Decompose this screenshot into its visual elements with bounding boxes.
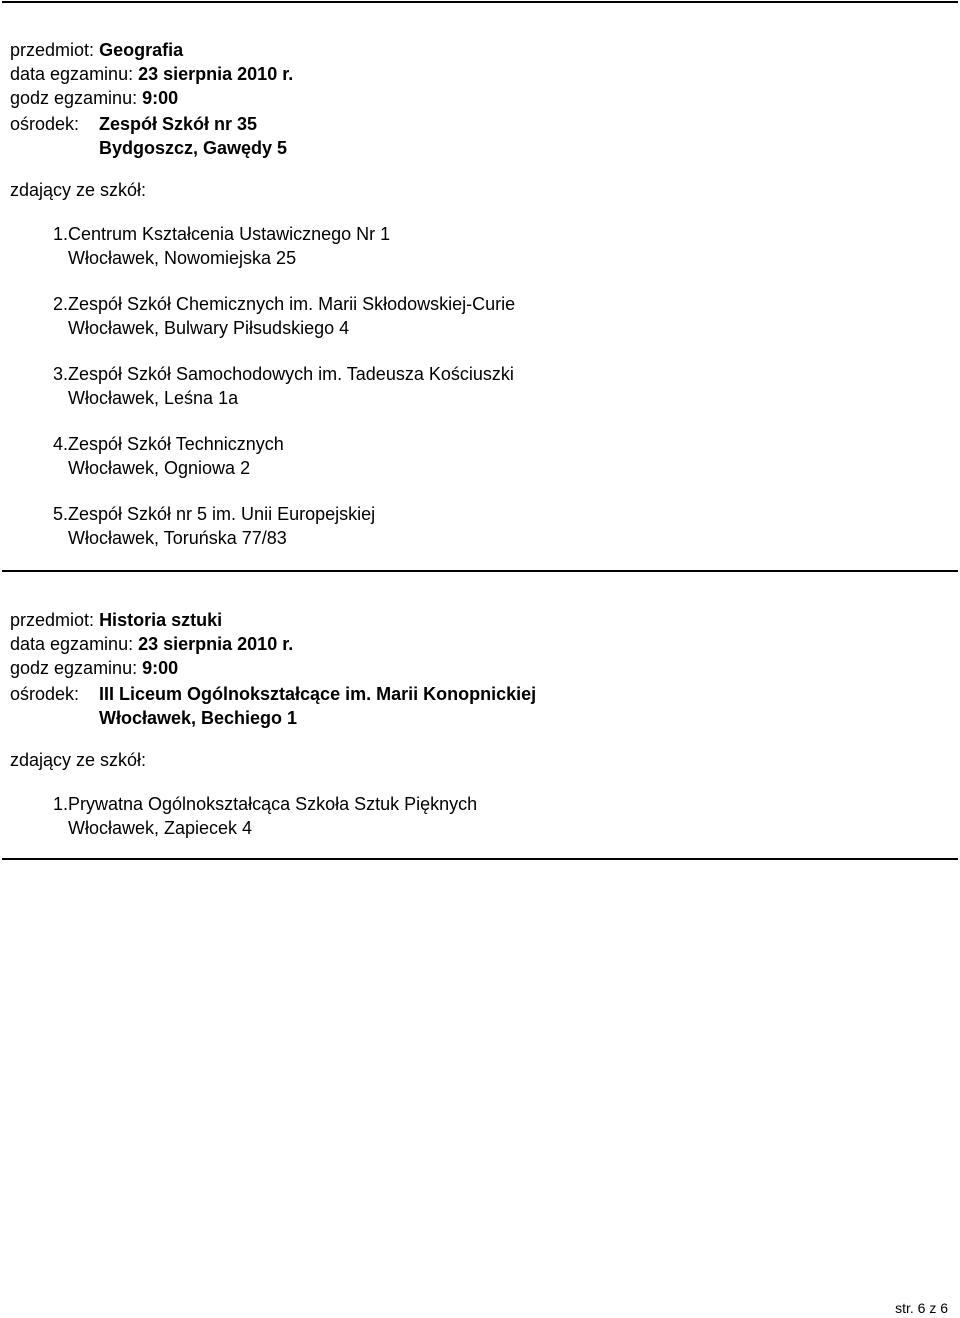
school-number: 1. bbox=[52, 224, 68, 244]
exam-center bbox=[10, 682, 950, 730]
subject-value: Geografia bbox=[99, 40, 184, 60]
school-number: 1. bbox=[52, 794, 68, 814]
exam-center-label: ośrodek: bbox=[10, 684, 80, 704]
exam-section-geografia bbox=[10, 38, 950, 572]
schools-heading: zdający ze szkół: bbox=[10, 180, 147, 200]
exam-date-label: data egzaminu: bbox=[10, 64, 134, 84]
page-number: str. 6 z 6 bbox=[895, 1300, 948, 1316]
school-name: Zespół Szkół Chemicznych im. Marii Skłodowskiej-Curie bbox=[68, 294, 516, 314]
school-number: 4. bbox=[52, 434, 68, 454]
school-address: Włocławek, Zapiecek 4 bbox=[68, 818, 253, 838]
school-address: Włocławek, Ogniowa 2 bbox=[68, 458, 251, 478]
list-item bbox=[10, 432, 950, 480]
school-name: Prywatna Ogólnokształcąca Szkoła Sztuk Pięknych bbox=[68, 794, 478, 814]
subject-value: Historia sztuki bbox=[99, 610, 223, 630]
school-name: Zespół Szkół nr 5 im. Unii Europejskiej bbox=[68, 504, 376, 524]
list-item bbox=[10, 362, 950, 410]
list-item bbox=[10, 792, 950, 840]
list-item bbox=[10, 502, 950, 550]
exam-section-historia-sztuki bbox=[10, 608, 950, 840]
exam-date-line bbox=[10, 632, 950, 656]
exam-date-value: 23 sierpnia 2010 r. bbox=[138, 64, 294, 84]
school-name: Zespół Szkół Samochodowych im. Tadeusza Kościuszki bbox=[68, 364, 514, 384]
schools-list bbox=[10, 222, 950, 550]
school-name: Zespół Szkół Technicznych bbox=[68, 434, 284, 454]
school-address: Włocławek, Bulwary Piłsudskiego 4 bbox=[68, 318, 350, 338]
section-divider bbox=[2, 570, 958, 572]
exam-center-value bbox=[99, 112, 287, 160]
exam-center-name: Zespół Szkół nr 35 bbox=[99, 114, 258, 134]
subject-label: przedmiot: bbox=[10, 610, 95, 630]
top-divider bbox=[2, 1, 958, 3]
exam-date-line bbox=[10, 62, 950, 86]
exam-date-value: 23 sierpnia 2010 r. bbox=[138, 634, 294, 654]
exam-date-label: data egzaminu: bbox=[10, 634, 134, 654]
exam-center bbox=[10, 112, 950, 160]
school-number: 2. bbox=[52, 294, 68, 314]
exam-time-label: godz egzaminu: bbox=[10, 658, 138, 678]
school-address: Włocławek, Toruńska 77/83 bbox=[68, 528, 287, 548]
exam-center-value bbox=[99, 682, 536, 730]
school-address: Włocławek, Nowomiejska 25 bbox=[68, 248, 297, 268]
exam-center-name: III Liceum Ogólnokształcące im. Marii Konopnickiej bbox=[99, 684, 537, 704]
school-name: Centrum Kształcenia Ustawicznego Nr 1 bbox=[68, 224, 391, 244]
schools-list bbox=[10, 792, 950, 840]
exam-center-address: Bydgoszcz, Gawędy 5 bbox=[99, 138, 288, 158]
list-item bbox=[10, 292, 950, 340]
exam-time-line bbox=[10, 656, 950, 680]
school-number: 3. bbox=[52, 364, 68, 384]
list-item bbox=[10, 222, 950, 270]
schools-heading: zdający ze szkół: bbox=[10, 750, 147, 770]
exam-time-label: godz egzaminu: bbox=[10, 88, 138, 108]
exam-center-address: Włocławek, Bechiego 1 bbox=[99, 708, 298, 728]
exam-center-label: ośrodek: bbox=[10, 114, 80, 134]
subject-line bbox=[10, 38, 950, 62]
exam-time-value: 9:00 bbox=[142, 658, 179, 678]
section-divider bbox=[2, 858, 958, 860]
school-address: Włocławek, Leśna 1a bbox=[68, 388, 239, 408]
exam-time-line bbox=[10, 86, 950, 110]
school-number: 5. bbox=[52, 504, 68, 524]
subject-line bbox=[10, 608, 950, 632]
exam-time-value: 9:00 bbox=[142, 88, 179, 108]
subject-label: przedmiot: bbox=[10, 40, 95, 60]
